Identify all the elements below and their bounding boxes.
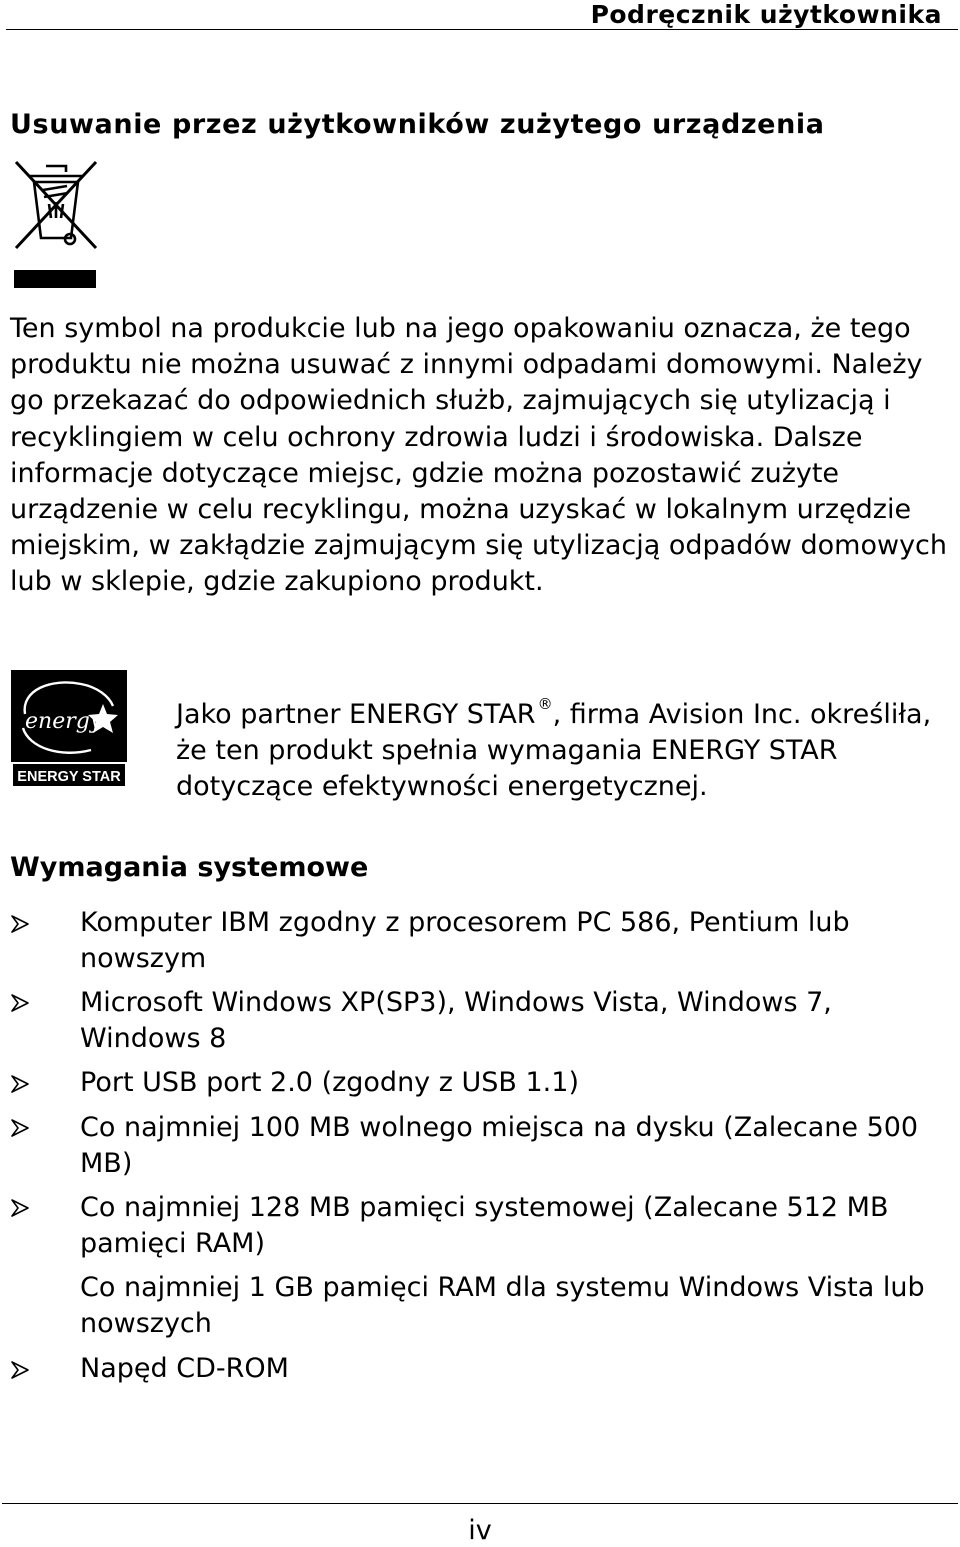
arrowhead-bullet-icon bbox=[10, 1198, 30, 1218]
requirement-text: Komputer IBM zgodny z procesorem PC 586, Pentium lub nowszym bbox=[80, 907, 850, 974]
requirement-text: Co najmniej 100 MB wolnego miejsca na dysku (Zalecane 500 MB) bbox=[80, 1112, 919, 1179]
disposal-section-title: Usuwanie przez użytkowników zużytego urządzenia bbox=[10, 109, 825, 140]
requirement-text: Napęd CD-ROM bbox=[80, 1353, 289, 1384]
header-title: Podręcznik użytkownika bbox=[590, 0, 942, 29]
requirement-text: Port USB port 2.0 (zgodny z USB 1.1) bbox=[80, 1067, 579, 1098]
arrowhead-bullet-icon bbox=[10, 993, 30, 1013]
arrowhead-bullet-icon bbox=[10, 914, 30, 934]
arrowhead-bullet-icon bbox=[10, 1118, 30, 1138]
requirement-text: Co najmniej 128 MB pamięci systemowej (Zalecane 512 MB pamięci RAM) bbox=[80, 1192, 889, 1259]
requirement-text: Co najmniej 1 GB pamięci RAM dla systemu Windows Vista lub nowszych bbox=[80, 1272, 925, 1339]
arrowhead-bullet-icon bbox=[10, 1360, 30, 1380]
requirements-section-title: Wymagania systemowe bbox=[10, 852, 369, 883]
requirement-text: Microsoft Windows XP(SP3), Windows Vista, Windows 7, Windows 8 bbox=[80, 987, 832, 1054]
footer-divider bbox=[2, 1503, 958, 1504]
registered-trademark-symbol: ® bbox=[537, 695, 553, 713]
energy-star-text-start: Jako partner ENERGY STAR bbox=[176, 699, 536, 730]
arrowhead-bullet-icon bbox=[10, 1074, 30, 1094]
svg-text:ENERGY STAR: ENERGY STAR bbox=[17, 769, 121, 785]
page-number: iv bbox=[468, 1515, 492, 1546]
svg-text:energy: energy bbox=[25, 709, 103, 734]
disposal-paragraph: Ten symbol na produkcie lub na jego opakowaniu oznacza, że tego produktu nie można usuwać z innymi odpadami domowymi. Należy go przekazać do odpowiednich służb, zajmujących się utylizacją i recyklingiem w celu ochrony zdrowia ludzi i środowiska. Dalsze informacje dotyczące miejsc, gdzie można pozostawić zużyte urządzenie w celu recyklingu, można uzyskać w lokalnym urzędzie miejskim, w zakłądzie zajmującym się utylizacją odpadów domowych lub w sklepie, gdzie zakupiono produkt. bbox=[10, 313, 948, 598]
energy-star-text-end: , firma Avision Inc. określiła, że ten produkt spełnia wymagania ENERGY STAR dotyczące efektywności energetycznej. bbox=[176, 699, 932, 802]
